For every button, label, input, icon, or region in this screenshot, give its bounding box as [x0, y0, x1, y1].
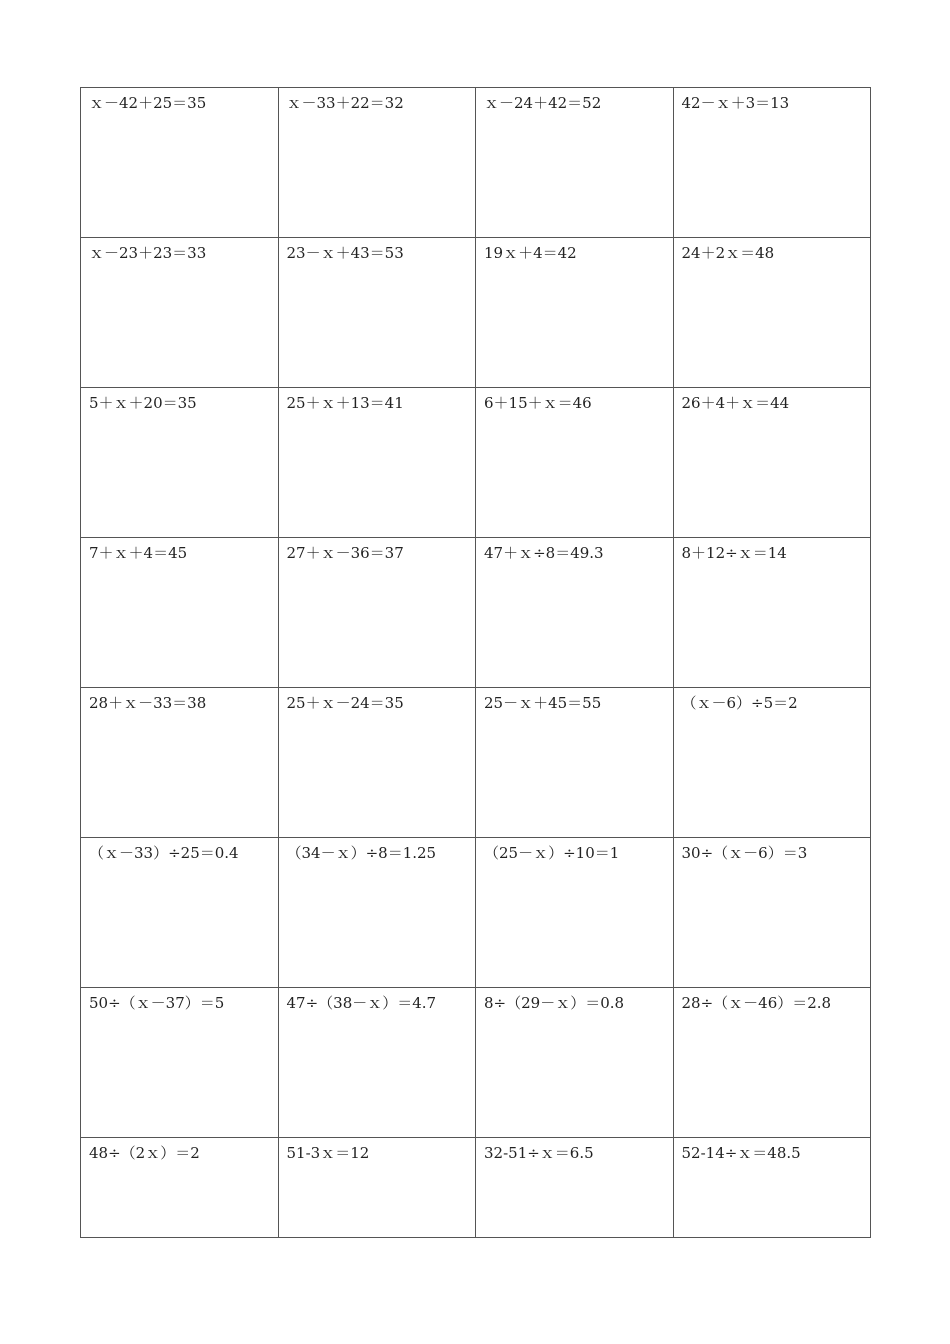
table-row	[81, 1138, 871, 1238]
equation-cell: （ｘ－33）÷25＝0.4	[81, 838, 279, 988]
equation-cell: 26＋4＋ｘ＝44	[673, 388, 871, 538]
equation-cell: 48÷（2ｘ）＝2	[81, 1138, 279, 1238]
equation-cell: 19ｘ＋4＝42	[476, 238, 674, 388]
equation-cell: 25＋ｘ－24＝35	[278, 688, 476, 838]
equation-cell: ｘ－42＋25＝35	[81, 88, 279, 238]
equation-cell: 25＋ｘ＋13＝41	[278, 388, 476, 538]
table-row	[81, 688, 871, 838]
equation-cell: ｘ－23＋23＝33	[81, 238, 279, 388]
table-row	[81, 988, 871, 1138]
table-row	[81, 538, 871, 688]
equation-worksheet-table	[80, 87, 871, 1238]
equation-cell: 6＋15＋ｘ＝46	[476, 388, 674, 538]
equation-cell: 50÷（ｘ－37）＝5	[81, 988, 279, 1138]
equation-cell: ｘ－33＋22＝32	[278, 88, 476, 238]
equation-cell: 8÷（29－ｘ）＝0.8	[476, 988, 674, 1138]
table-row	[81, 838, 871, 988]
equation-cell: ｘ－24＋42＝52	[476, 88, 674, 238]
equation-cell: 24＋2ｘ＝48	[673, 238, 871, 388]
table-row	[81, 88, 871, 238]
equation-cell: 5＋ｘ＋20＝35	[81, 388, 279, 538]
equation-cell: 32-51÷ｘ＝6.5	[476, 1138, 674, 1238]
equation-cell: 42－ｘ＋3＝13	[673, 88, 871, 238]
equation-cell: 27＋ｘ－36＝37	[278, 538, 476, 688]
equation-cell: 7＋ｘ＋4＝45	[81, 538, 279, 688]
equation-cell: 47÷（38－ｘ）＝4.7	[278, 988, 476, 1138]
equation-cell: 30÷（ｘ－6）＝3	[673, 838, 871, 988]
equation-cell: 25－ｘ＋45＝55	[476, 688, 674, 838]
equation-cell: 52-14÷ｘ＝48.5	[673, 1138, 871, 1238]
table-row	[81, 388, 871, 538]
equation-cell: 28÷（ｘ－46）＝2.8	[673, 988, 871, 1138]
table-row	[81, 238, 871, 388]
equation-cell: 28＋ｘ－33＝38	[81, 688, 279, 838]
equation-cell: 51-3ｘ＝12	[278, 1138, 476, 1238]
equation-cell: 47＋ｘ÷8＝49.3	[476, 538, 674, 688]
equation-cell: 23－ｘ＋43＝53	[278, 238, 476, 388]
equation-cell: 8＋12÷ｘ＝14	[673, 538, 871, 688]
equation-cell: （25－ｘ）÷10＝1	[476, 838, 674, 988]
equation-cell: （34－ｘ）÷8＝1.25	[278, 838, 476, 988]
equation-cell: （ｘ－6）÷5＝2	[673, 688, 871, 838]
